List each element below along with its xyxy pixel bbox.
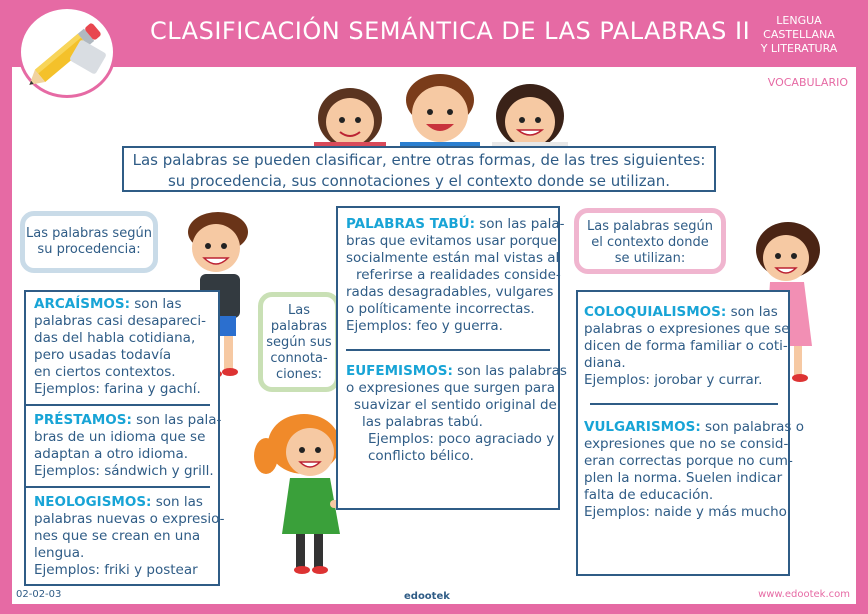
entry-line: Ejemplos: sándwich y grill. [34,463,214,479]
website-link[interactable]: www.edootek.com [758,589,850,600]
term-coloquialismos: COLOQUIALISMOS: [584,304,727,320]
entry-text: son las pala- [131,412,222,428]
bubble-connotaciones [258,292,340,392]
subject-line: CASTELLANA [763,28,835,41]
page-code: 02-02-03 [16,589,62,600]
entry-line: en ciertos contextos. [34,364,176,380]
frame-left [0,0,12,614]
entry-line: Ejemplos: naide y más mucho. [584,504,791,520]
bubble-line: Las palabras según [26,226,152,241]
bubble-line: se utilizan: [614,251,686,266]
entry-line: falta de educación. [584,487,714,503]
entry-line: Ejemplos: feo y guerra. [346,318,503,334]
divider [26,404,210,406]
bubble-line: el contexto donde [591,235,709,250]
term-vulgarismos: VULGARISMOS: [584,419,701,435]
entry-arcaismos [34,296,218,398]
subject-label [754,14,844,56]
term-arcaismos: ARCAÍSMOS: [34,296,130,312]
entry-line: palabras nuevas o expresio- [34,511,225,527]
entry-line: radas desagradables, vulgares [346,284,554,300]
entry-line: das del habla cotidiana, [34,330,196,346]
entry-line: conflicto bélico. [368,448,474,464]
entry-line: Ejemplos: farina y gachí. [34,381,201,397]
entry-coloquialismos [584,304,788,389]
bubble-line: según sus [266,335,332,350]
entry-line: dicen de forma familiar o coti- [584,338,788,354]
bubble-procedencia [20,211,158,273]
entry-text: son las palabras [452,363,567,379]
intro-line: Las palabras se pueden clasificar, entre otras formas, de las tres siguientes: [132,151,706,169]
page-title: CLASIFICACIÓN SEMÁNTICA DE LAS PALABRAS II [150,17,751,45]
entry-line: Ejemplos: jorobar y currar. [584,372,763,388]
entry-line: eran correctas porque no cum- [584,453,793,469]
entry-line: suavizar el sentido original de [354,397,557,413]
entry-text: son las [151,494,203,510]
intro-box [122,146,716,192]
entry-line: las palabras tabú. [362,414,483,430]
entry-text: son palabras o [700,419,804,435]
divider [26,486,210,488]
entry-vulgarismos [584,419,804,521]
entry-line: Ejemplos: poco agraciado y [368,431,555,447]
entry-line [346,363,567,380]
entry-text: son las [129,296,182,312]
entry-line [34,494,218,511]
entry-line [584,419,804,436]
entry-tabu [346,216,565,335]
term-neologismos: NEOLOGISMOS: [34,494,152,510]
entry-line: bras que evitamos usar porque [346,233,558,249]
category-label: VOCABULARIO [767,76,848,89]
entry-line: palabras casi desapareci- [34,313,206,329]
panel-procedencia [24,290,225,586]
logo-badge [18,6,116,98]
panel-connotaciones [336,206,567,510]
entry-line: referirse a realidades conside- [356,267,561,283]
subject-line: LENGUA [776,14,822,27]
entry-line: palabras o expresiones que se [584,321,790,337]
entry-line: o expresiones que surgen para [346,380,555,396]
entry-line [584,304,788,321]
kids-illustration [300,70,580,150]
kid-boy-icon [400,74,480,150]
brand-logo: edootek [404,591,450,602]
bubble-line: su procedencia: [37,242,141,257]
pencil-eraser-icon [21,9,113,95]
entry-text: son las [726,304,778,320]
bubble-line: ciones: [275,367,323,382]
panel-contexto [576,290,804,576]
entry-line: expresiones que no se consid- [584,436,789,452]
divider [346,349,550,351]
entry-line: diana. [584,355,626,371]
entry-line [346,216,565,233]
entry-line: pero usadas todavía [34,347,172,363]
entry-line: o políticamente incorrectas. [346,301,535,317]
divider [590,403,778,405]
entry-line: lengua. [34,545,85,561]
entry-line [34,296,218,313]
entry-line: plen la norma. Suelen indicar [584,470,783,486]
entry-line: adaptan a otro idioma. [34,446,189,462]
entry-line: nes que se crean en una [34,528,201,544]
term-eufemismos: EUFEMISMOS: [346,363,453,379]
bubble-contexto [574,208,726,274]
term-tabu: PALABRAS TABÚ: [346,216,475,232]
intro-line: su procedencia, sus connotaciones y el contexto donde se utilizan. [167,172,671,190]
entry-prestamos [34,412,222,480]
bubble-line: Las [288,303,310,318]
entry-line: Ejemplos: friki y postear [34,562,198,578]
term-prestamos: PRÉSTAMOS: [34,412,132,428]
entry-neologismos [34,494,225,579]
entry-line [34,412,222,429]
entry-line: socialmente están mal vistas al [346,250,560,266]
frame-bottom [0,604,868,614]
frame-right [856,0,868,614]
entry-text: son las pala- [474,216,565,232]
entry-line: bras de un idioma que se [34,429,206,445]
bubble-line: palabras [270,319,328,334]
kid-girl-icon [314,88,386,150]
bubble-line: Las palabras según [587,219,713,234]
entry-eufemismos [346,363,567,465]
subject-line: Y LITERATURA [760,42,838,55]
bubble-line: connota- [270,351,328,366]
kid-girl-icon [492,84,568,150]
